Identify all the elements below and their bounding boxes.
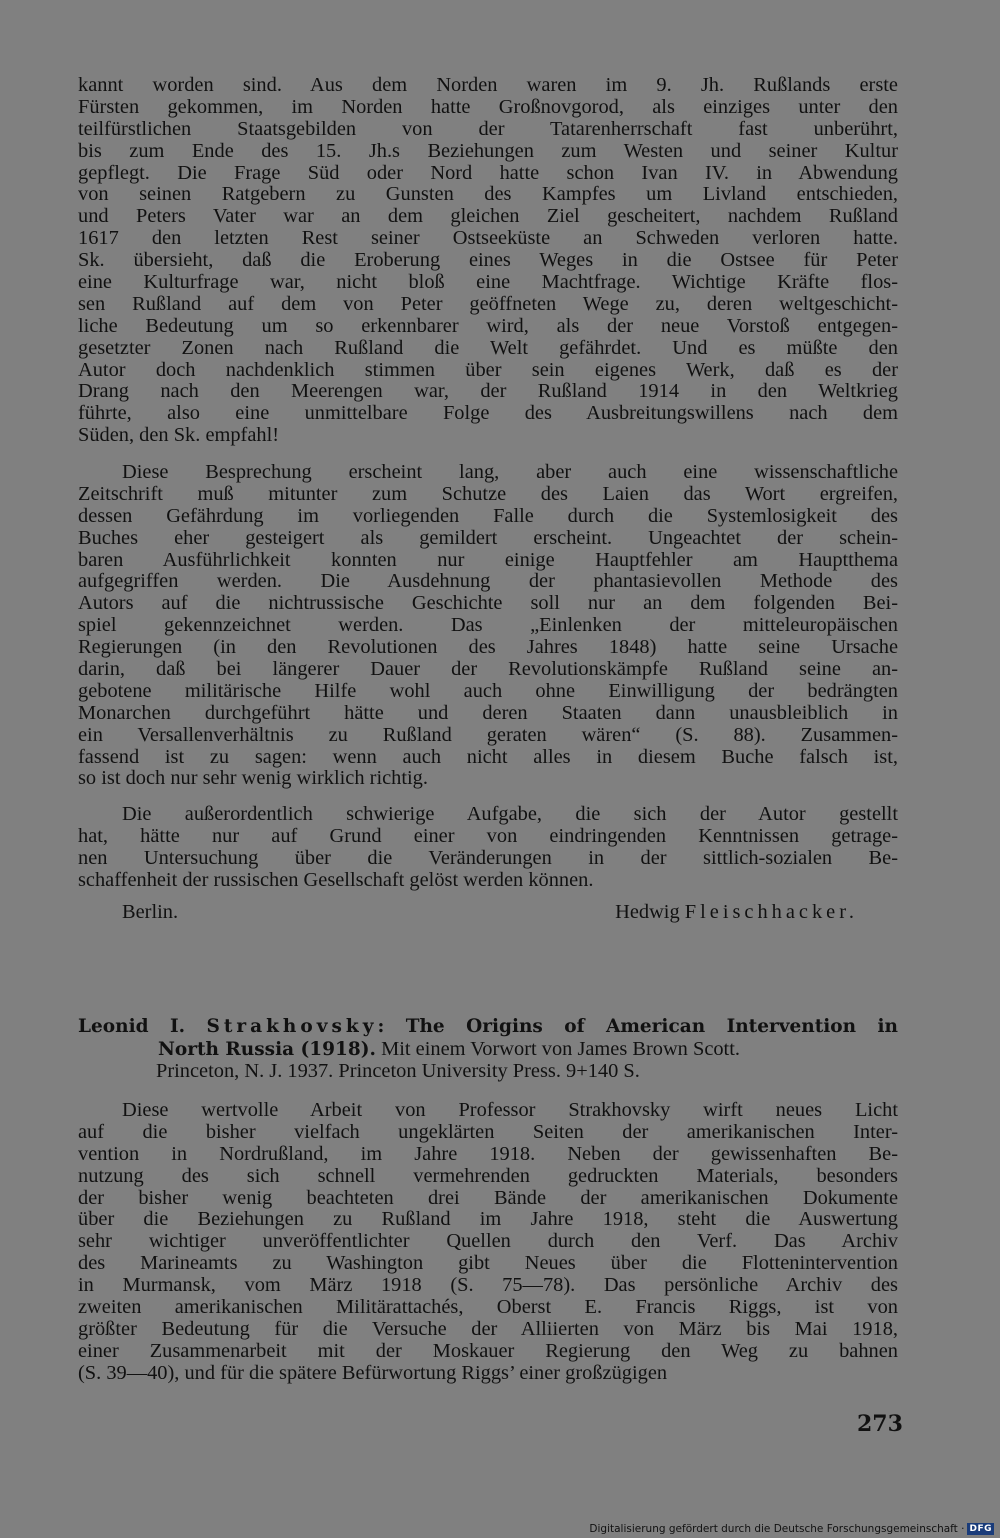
citation-title-1: The Origins of American Intervention in <box>405 1016 898 1037</box>
citation-rest-2: Princeton, N. J. 1937. Princeton University Press. 9+140 S. <box>156 1059 640 1082</box>
text-line: nutzung des sich schnell vermehrenden gedruckten Materials, besonders <box>78 1164 898 1187</box>
text-line: bis zum Ende des 15. Jh.s Beziehungen zum Westen und seiner Kultur <box>78 139 898 162</box>
citation-colon: : <box>377 1016 385 1037</box>
dfg-logo: DFG <box>969 1524 992 1534</box>
text-line: führte, also eine unmittelbare Folge des Ausbreitungswillens nach dem <box>78 402 898 425</box>
text-line: Sk. übersieht, daß die Eroberung eines Weges in die Ostsee für Peter <box>78 249 898 272</box>
citation-line-1 <box>78 1016 898 1038</box>
text-line: hat, hätte nur auf Grund einer von eindringenden Kenntnissen getrage- <box>78 824 898 847</box>
paragraph-review-length <box>78 462 898 790</box>
text-line: zweiten amerikanischen Militärattachés, Oberst E. Francis Riggs, ist von <box>78 1296 898 1319</box>
text-line: vention in Nordrußland, im Jahre 1918. Neben der gewissenhaften Be- <box>78 1142 898 1165</box>
text-line: gesetzter Zonen nach Rußland die Welt gefährdet. Und es müßte den <box>78 336 898 359</box>
text-line: über die Beziehungen zu Rußland im Jahre 1918, steht die Auswertung <box>78 1208 898 1231</box>
citation-line-2 <box>78 1038 898 1060</box>
text-line: baren Ausführlichkeit konnten nur einige Hauptfehler am Hauptthema <box>78 548 898 571</box>
text-line: liche Bedeutung um so erkennbarer wird, als der neue Vorstoß entgegen- <box>78 314 898 337</box>
text-line: nen Untersuchung über die Veränderungen in der sittlich-sozialen Be- <box>78 846 898 869</box>
citation-author-first: Leonid I. <box>78 1016 186 1037</box>
text-line: größter Bedeutung für die Versuche der Alliierten von März bis Mai 1918, <box>78 1317 898 1340</box>
text-line: Drang nach den Meerengen war, der Rußland 1914 in den Weltkrieg <box>78 380 898 403</box>
digitization-footer <box>589 1523 994 1535</box>
text-line: schaffenheit der russischen Gesellschaft gelöst werden können. <box>78 868 594 891</box>
text-line: 1617 den letzten Rest seiner Ostseeküste an Schweden verloren hatte. <box>78 227 898 250</box>
citation-title-2: North Russia (1918). <box>158 1038 376 1060</box>
review-signature <box>122 901 858 925</box>
text-line: sehr wichtiger unveröffentlichter Quellen durch den Verf. Das Archiv <box>78 1230 898 1253</box>
text-line: dessen Gefährdung im vorliegenden Falle durch die Systemlosigkeit des <box>78 504 898 527</box>
signature-author-first: Hedwig <box>615 901 680 923</box>
text-line: des Marineamts zu Washington gibt Neues über die Flottenintervention <box>78 1252 898 1275</box>
text-line: Zeitschrift muß mitunter zum Schutze des Laien das Wort ergreifen, <box>78 482 898 505</box>
text-line: spiel gekennzeichnet werden. Das „Einlenken der mitteleuropäischen <box>78 614 898 637</box>
text-line: Diese wertvolle Arbeit von Professor Strakhovsky wirft neues Licht <box>122 1099 898 1121</box>
text-line: und Peters Vater war an dem gleichen Ziel gescheitert, nachdem Rußland <box>78 205 898 228</box>
paragraph-strakhovsky-review <box>78 1100 898 1385</box>
text-line: teilfürstlichen Staatsgebilden von der Tatarenherrschaft fast unberührt, <box>78 117 898 140</box>
citation-line-3 <box>78 1060 898 1082</box>
text-line: Die außerordentlich schwierige Aufgabe, die sich der Autor gestellt <box>122 803 898 825</box>
text-line: aufgegriffen werden. Die Ausdehnung der phantasievollen Methode des <box>78 570 898 593</box>
text-line: ein Versallenverhältnis zu Rußland geraten wären“ (S. 88). Zusammen- <box>78 723 898 746</box>
page-number: 273 <box>857 1411 903 1437</box>
footer-text: Digitalisierung gefördert durch die Deutsche Forschungsgemeinschaft · <box>589 1523 965 1535</box>
text-line: auf die bisher vielfach ungeklärten Seiten der amerikanischen Inter- <box>78 1120 898 1143</box>
text-line: Autor doch nachdenklich stimmen über sein eigenes Werk, daß es der <box>78 358 898 381</box>
book-citation <box>78 1016 898 1082</box>
text-line: Buches eher gesteigert als gemildert erscheint. Ungeachtet der schein- <box>78 526 898 549</box>
text-line: Diese Besprechung erscheint lang, aber auch eine wissenschaftliche <box>122 461 898 483</box>
text-line: einer Zusammenarbeit mit der Moskauer Regierung den Weg zu bahnen <box>78 1339 898 1362</box>
paragraph-continuation <box>78 75 898 447</box>
text-line: Autors auf die nichtrussische Geschichte soll nur an dem folgenden Bei- <box>78 592 898 615</box>
text-line: sen Rußland auf dem von Peter geöffneten Wege zu, deren weltgeschicht- <box>78 292 898 315</box>
text-line: gebotene militärische Hilfe wohl auch ohne Einwilligung der bedrängten <box>78 679 898 702</box>
text-line: kannt worden sind. Aus dem Norden waren im 9. Jh. Rußlands erste <box>78 74 898 96</box>
text-line: Fürsten gekommen, im Norden hatte Großnovgorod, als einziges unter den <box>78 95 898 118</box>
paragraph-conclusion <box>78 804 898 892</box>
text-line: der bisher wenig beachteten drei Bände der amerikanischen Dokumente <box>78 1186 898 1209</box>
text-line: eine Kulturfrage war, nicht bloß eine Machtfrage. Wichtige Kräfte flos- <box>78 271 898 294</box>
citation-rest-1: Mit einem Vorwort von James Brown Scott. <box>381 1037 740 1060</box>
signature-author <box>615 901 858 923</box>
signature-place: Berlin. <box>122 901 179 923</box>
signature-author-last: Fleischhacker. <box>684 901 858 923</box>
text-line: so ist doch nur sehr wenig wirklich richtig. <box>78 767 428 790</box>
text-line: Monarchen durchgeführt hätte und deren Staaten dann unausbleiblich in <box>78 701 898 724</box>
text-line: gepflegt. Die Frage Süd oder Nord hatte schon Ivan IV. in Abwendung <box>78 161 898 184</box>
citation-author-last: Strakhovsky <box>206 1016 378 1037</box>
text-line: (S. 39—40), und für die spätere Befürwortung Riggs’ einer großzügigen <box>78 1361 668 1384</box>
text-line: Süden, den Sk. empfahl! <box>78 424 280 447</box>
text-line: von seinen Ratgebern zu Gunsten des Kampfes um Livland entschieden, <box>78 183 898 206</box>
text-line: darin, daß bei längerer Dauer der Revolutionskämpfe Rußland seine an- <box>78 658 898 681</box>
text-line: fassend ist zu sagen: wenn auch nicht alles in diesem Buche falsch ist, <box>78 745 898 768</box>
text-line: in Murmansk, vom März 1918 (S. 75—78). Das persönliche Archiv des <box>78 1274 898 1297</box>
text-line: Regierungen (in den Revolutionen des Jahres 1848) hatte seine Ursache <box>78 636 898 659</box>
